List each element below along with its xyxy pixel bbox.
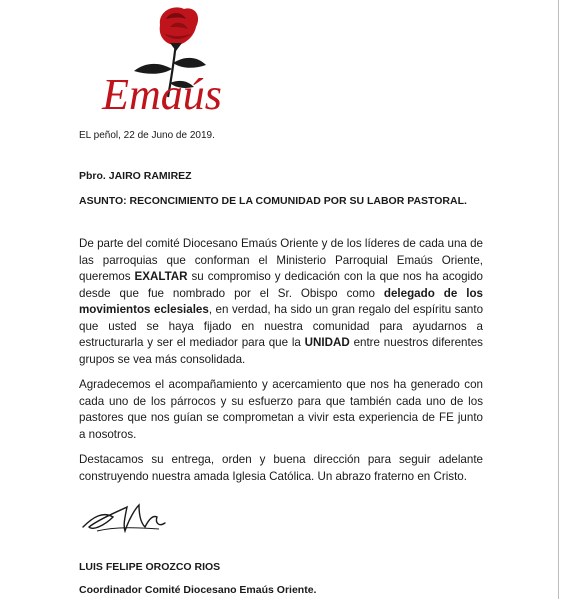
- emaus-rose-logo: [78, 5, 246, 121]
- body-paragraph-2: Agradecemos el acompañamiento y acercamiento que nos ha generado con cada uno de los párrocos y su esfuerzo para que también cada uno de los pastores que nos guían se comprometan a vivir esta experiencia de FE junto a nosotros.: [79, 378, 483, 441]
- letter-subject: ASUNTO: RECONCIMIENTO DE LA COMUNIDAD POR SU LABOR PASTORAL.: [79, 195, 467, 207]
- p1-bold-delegado: delegado de los movimientos eclesiales: [79, 286, 483, 316]
- signer-name: LUIS FELIPE OROZCO RIOS: [79, 561, 221, 573]
- p1-text-1: De parte del comité Diocesano Emaús Oriente y de los líderes de cada una de las parroquias que conforman el Ministerio Parroquial Emaús Oriente, queremos: [79, 237, 483, 283]
- signer-role: Coordinador Comité Diocesano Emaús Oriente.: [79, 584, 317, 596]
- body-paragraph-1: [79, 236, 483, 368]
- page-edge-rule: [558, 0, 559, 599]
- recipient-name: Pbro. JAIRO RAMIREZ: [79, 170, 192, 182]
- body-paragraph-3: Destacamos su entrega, orden y buena dirección para seguir adelante construyendo nuestra amada Iglesia Católica. Un abrazo fraterno en Cristo.: [79, 453, 483, 483]
- p1-text-2: su compromiso y dedicación con la que nos ha acogido desde que fue nombrado por el Sr. Obispo como: [79, 270, 483, 300]
- p1-text-4: entre nuestros diferentes grupos se vea más consolidada.: [79, 336, 483, 366]
- letter-date: EL peñol, 22 de Juno de 2019.: [79, 130, 215, 141]
- p1-bold-unidad: UNIDAD: [304, 336, 350, 349]
- p1-text-3: , en verdad, ha sido un gran regalo del espíritu santo que usted se haya fijado en nuestra comunidad para ayudarnos a estructurarla y ser el mediador para que la: [79, 303, 484, 349]
- p1-bold-exaltar: EXALTAR: [134, 270, 188, 283]
- svg-text:Emaús: Emaús: [102, 70, 222, 119]
- handwritten-signature: [79, 497, 169, 537]
